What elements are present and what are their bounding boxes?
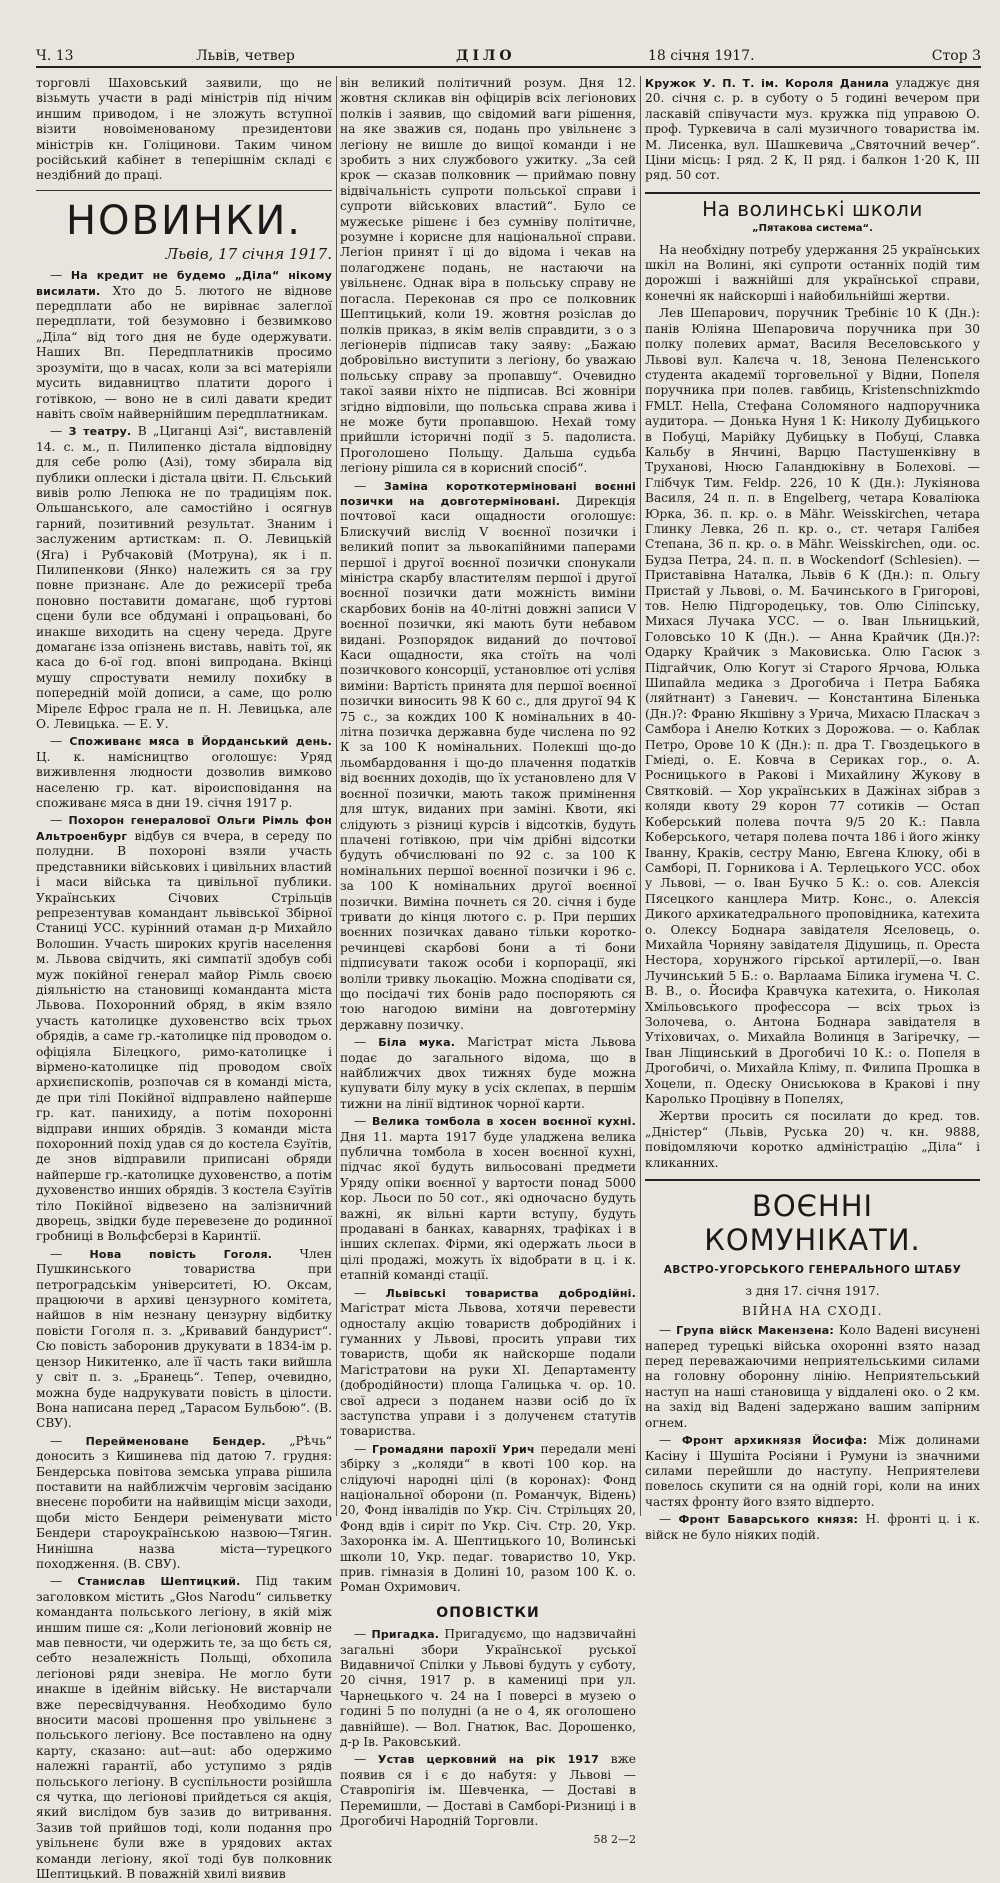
news-item [645,1323,980,1431]
item-dash: — [50,813,69,828]
news-item [36,734,332,811]
news-item [340,1035,636,1112]
item-text: Магістрат міста Львова, хотячи перевести односталу акцію товариств добродійних і гуманних у Львові, просить управи тих товариств, щоби як найскорше подали Магістратови на руки XI. Департаменту (добродійности) площа Галицька ч. ор. 10. свої адреси з поданем назви осіб до їх заступства управи і з долученєм статутів товариства. [340,1301,636,1439]
news-item [645,1512,980,1543]
item-dash: — [50,1574,78,1589]
schools-subheading: „Пятакова система“. [752,223,873,235]
item-lead: З театру. [68,425,132,439]
item-dash: — [659,1512,679,1527]
news-item [645,1433,980,1510]
announcement-text: уладжує дня 20. січня с. р. в суботу о 5 годині вечером при ласкавій співучасти муз. кружка під управою О. проф. Туркевича в салі музичного товариства ім. М. Лисенка, вул. Шашкевича „Святочний вечер“. Ціни місць: І ряд. 2 К, ІІ ряд. і балкон 1·20 К, ІІІ ряд. 50 сот. [645,76,980,183]
item-lead: Заміна короткотерміновані воєнні позички на довготерміновані. [340,479,637,508]
communiques-date: з дня 17. січня 1917. [745,1284,880,1299]
item-lead: Група війск Макензена: [676,1324,835,1338]
news-item [340,76,636,477]
item-lead: Велика томбола в хосен воєнної кухні. [371,1115,637,1129]
place-day: Львів, четвер [196,48,295,64]
announcement-title: Кружок У. П. Т. ім. Короля Данила [645,77,890,90]
item-text: Між долинами Касіну і Шушіта Росіяни і Румуни із значними силами перейшли до наступу. Неприятелеви повелось скупити ся на одній горі, коли на иних частях фронту його взято відперто. [645,1433,980,1509]
column-rule [640,76,641,1516]
item-text: передали мені збірку з „коляди“ в квоті 100 кор. на слідуючі народні цілі (в коронах): Фонд національної оборони (п. Романчук, Відень) 20, Фонд інвалідів по Укр. Січ. Стрільцях 20, Фонд вдів і сиріт по Укр. Січ. Стр. 20, Укр. Захоронка ім. А. Шептицького 10, Волинські школи 10, Укр. педаг. товариство 10, Укр. прив. гімназія в Долині 10, разом 100 К. о. Роман Охримович. [340,1441,636,1595]
news-item [340,1114,636,1283]
item-dash: — [354,1035,379,1050]
item-text: відбув ся вчера, в середу по полудни. В похороні взяли участь представники військових і цивільних властий і маси війська та цивільної публики. Українських Січових Стрільців репрезентував командант львівської Збірної Станиці УСС. курінний отаман д-р Михайло Волошин. Участь широких кругів населення м. Львова свідчить, які симпатії здобув собі муж покійної генерал майор Рімль своєю діяльністю на становищі команданта міста Львова. Похоронний обряд, в якім взяло участь католицке духовенство всіх трьох обрядів, а саме гр.-католицке під проводом о. офіціяла Білецкого, римо-католицке і вірмено-католицке під проводом своїх архиєпископів, розпочав ся в команді міста, де при тілі Покійної відправлено найперше гр. кат. панихиду, а потім похоронні відправи инших обрядів. З команди міста похоронний похід удав ся до костела Єзуїтів, де знов відправили приписані обряди найперше гр.-католицке духовенство, а потім духовенство инших обрядів. З костела Єзуїтів тіло Покійної відвезено на залізничний дворець, звідки буде перевезене до родинної гробниці в Вольфсберзі в Каринтії. [36,828,332,1244]
issue-number: Ч. 13 [36,48,74,64]
item-dash: — [50,424,69,439]
item-text: Н. фронті ц. і к. війск не було ніяких подій. [645,1512,980,1542]
item-lead: Перейменоване Бендер. [85,1434,266,1448]
item-lead: Станислав Шептицкий. [77,1575,241,1589]
issue-date: 18 січня 1917. [648,48,755,64]
concert-announcement [645,76,980,184]
communiques-heading: ВОЄННІ КОМУНІКАТИ. [704,1189,921,1258]
schools-heading: На волинські школи [702,196,923,221]
column-2 [340,76,637,1846]
divider [36,190,332,191]
news-item [340,1752,636,1829]
item-lead: На кредит не будемо „Діла“ нікому висилати. [36,269,333,298]
news-item [340,1286,636,1440]
item-text: Магістрат міста Львова подає до загального відома, що в найближчих двох тижнях буде можна купувати білу муку в усіх склепах, в першім тижни на лінії відтинок чорної карти. [340,1035,636,1111]
item-dash: — [50,268,71,283]
communiques-subheading: АВСТРО-УГОРСЬКОГО ГЕНЕРАЛЬНОГО ШТАБУ [663,1264,962,1277]
item-text: Дирекція почтової каси ощадности оголошує: Блискучий вислід V воєнної позички і великий попит за львокапійними паперами першої і другої воєнної позички спонукали міністра скарбу властителям першої і другої воєнної позички дати можність виміни скарбових бонів на 40-літні довжні записи V воєнної позички, які мають бути небавом видані. Розпорядок виданий до почтової Каси ощадности, яка стоїть на чолі позичкового консорції, установлює оті услівя виміни: Вартість принята для першої воєнної позички виносить 98 К 60 с., для другої 94 К 75 с., за кождих 100 К номінальних в 40-літна позичка державна буде числена по 92 К за 100 К номінальних. Полекші що-до льомбардовання і що-до плачення податків від воєнних доходів, що їх установлено для V воєнної позички, мають також примінення для штук, виданих при заміні. Квоти, які слідують з різниці курсів і відсотків, будуть плачені готівкою, при чім дрібні відсотки будуть обчислювані по 92 с. за 100 К номінальних першої воєнної позички і 96 с. за 100 К номінальних другої воєнної позички. Виміна почнеть ся 20. січня і буде тривати до кінця лютого с. р. При перших воєнних позичках давано тільки коротко-речинцеві скарбові бони а ті бони підписувати також особи і корпорації, які воліли тривку льокацію. Можна сподівати ся, що посідачі тих бонів радо поспоряють ся тою нагодою виміни на довготерміну державну позичку. [340,493,636,1032]
item-lead: Пригадка. [371,1628,440,1642]
item-dash: — [659,1323,677,1338]
news-items [340,76,636,1830]
item-lead: Фронт Баварського князя: [678,1513,859,1527]
donations-footer: Жертви просить ся посилати до кред. тов. „Дністер“ (Львів, Руська 20) ч. кн. 9888, повідомляючи коротко адміністрацію „Діла“ і кликанних. [645,1109,980,1170]
item-lead: Нова повість Гоголя. [89,1247,273,1261]
item-dash: — [354,1285,386,1300]
column-3 [645,76,980,1542]
item-dash: — [50,734,70,749]
item-lead: Львівські товариства добродійні. [385,1286,636,1300]
page-number: Стор 3 [931,48,981,64]
news-item [36,268,332,422]
item-lead: Похорон генералової Ольги Рімль фон Альтроенбург [36,814,333,843]
masthead [36,44,981,68]
divider [645,192,980,194]
item-text: Член Пушкинського товариства при петроградськім університеті, Ю. Оксам, працюючи в архиві цензурного комітета, найшов в нім незнану цензурну відбитку повісти Гоголя п. з. „Кривавий бандурист“. Сю повість заборонив друкувати в 1834-ім р. цензор Никитенко, але її часть таки вийшла у світ п. з. „Бранець“. Тепер, очевидно, можна буде надрукувати повість в цілости. Вона написана перед „Тарасом Бульбою“. (В. СВУ). [36,1246,333,1431]
item-text: Під таким заголовком містить „Głos Narodu“ сильветку команданта польського легіону, в якій між иншим пише ся: „Коли легіоновий жовнір не мав певности, чи одержить те, за що бєть ся, себто незалежність Польщі, обхопила легіонові ряди зневіра. Не могло бути инакше в ідейнім війську. Не вистарчали вже пересвідчування. Необходимо було вносити масові прошення про увільненє з польського легіону. Все поставлено на одну карту, сказано: аut—аut: або одержимо належні гарантії, або уступимо з рядів польського легіону. В суспільности розійшла ся чутка, що легіонові прийдеться ся акція, який вислідом був зазив до витривання. Зазив той прийшов тоді, коли подання про увільненє були вже в урядових актах команди легіону, якої тоді був полковник Шептицький. В поважній хвилі виявив [36,1574,332,1882]
item-text: Пригадуємо, що надзвичайні загальні збори Української руської Видавничої Спілки у Львові будуть у суботу, 20 січня, 1917 р. в камениці при ул. Чарнецького ч. 24 на І поверсі в музею о годині 5 по полудні (а не о 4, як оголошено давнійше). — Вол. Гнатюк, Вас. Дорошенко, д-р Ів. Раковський. [340,1627,636,1750]
communique-items [645,1323,980,1543]
item-text: Дня 11. марта 1917 буде уладжена велика публична томбола в хосен воєнної кухні, підчас якої будуть вильосовані предмети Уряду опіки воєнної у вартости понад 5000 кор. Льоси по 50 сот., які одночасно будуть важні, як вільні карти вступу, будуть продавані в банках, каварнях, трафіках і в інших склепах. Фірми, які одержать льоси в цілі продажі, можуть їх відобрати в ц. і к. етапній команді стації. [340,1129,636,1283]
eastern-front-heading: ВІЙНА НА СХОДІ. [742,1303,883,1318]
schools-intro: На необхідну потребу удержання 25 українських шкіл на Волині, які супроти останніх подій тим дорожші і важнійші для української справи, конечні як найскорші і найобильнійші жертви. [645,242,980,303]
news-item [36,1574,332,1882]
item-lead: Громадяни парохії Урич [371,1442,535,1456]
newspaper-title: ДІЛО [456,48,516,64]
item-lead: Устав церковний на рік 1917 [377,1753,599,1767]
item-dash: — [354,1114,372,1129]
news-item [340,1442,636,1596]
section-heading: ОПОВІСТКИ [436,1604,540,1621]
news-item [36,424,332,732]
column-1 [36,76,333,1882]
section-heading-novynky: НОВИНКИ. [65,197,303,244]
news-items [36,268,332,1882]
item-text: Ц. к. намісництво оголошує: Уряд виживлення людности дозволив вимково населеню гр. кат. віроисповідання на споживанє мяса в дни 19. січня 1917 р. [36,749,332,811]
item-dash: — [354,478,384,493]
news-item [340,1627,636,1750]
news-item [36,813,332,1244]
news-item [36,1434,332,1573]
news-item [340,479,636,1034]
item-text: вже появив ся і є до набутя: у Львові — Ставропігія ім. Шевченка, — Доставі в Перемишли, — Доставі в Самборі-Ризниці і в Дрогобичі Народній Торговли. [340,1752,637,1829]
item-lead: Біла мука. [378,1036,456,1050]
item-dash: — [354,1752,378,1767]
item-dash: — [659,1433,682,1448]
item-dash: — [50,1246,90,1261]
item-dash: — [354,1627,372,1642]
item-text: Хто до 5. лютого не віднове передплати або не вирівнає залеглої передплати, той безумовно і безвимково „Діла“ від того дня не буде одержувати. Наших Вп. Передплатників просимо зрозуміти, що в часах, коли за всі матеріяли мусить видавництво платити дорого і готівкою, — воно не в силі давати кредит навіть своїм найвернійшим передплатникам. [36,283,332,421]
footnote: 58 2—2 [593,1832,636,1846]
item-text: він великий політичний розум. Дня 12. жовтня скликав він офіцирів всіх легіонових полків і заявив, що свідомий ваги рішення, на яке зважив ся, подань про увільненє з легіону не вишле до вищої команди і не зробить з них службового ужитку. „За сей крок — сказав полковник — приймаю повну відвічальність супроти польської справи і супроти військових властий“. Було се мужеське рішенє і без сумніву політичне, розумне і корисне для національної справи. Легіон принят ї ці до відома і чекав на полагодженє подань, не настаючи на увільненє. Однак віра в польську справу не погасла. Переконав ся про се полковник Шептицький, коли 19. жовтня розіслав до полків приказ, в якім велів справдити, з о з легіонерів підписав таку заяву: „Бажаю добровільно виступити з легіону, бо уважаю польську справу за пропавшу“. Очевидно такої заяви ніхто не підписав. Всі жовніри згідно відповіли, що польська справа жива і не може бути пропавшою. Нехай тому прийшли історичні події з 5. падолиста. Проголошено Польщу. Дальша судьба легіону рішила ся в корисний спосіб“. [340,76,636,476]
news-item [36,1247,332,1432]
item-text: Коло Вадені висунені наперед турецькі війська охоронні взято назад перед переважаючими неприятельськими силами на головну оборонну лінію. Неприятельський наступ на наші становища у віддалені око. о 2 км. на захід від Вадені задержано вашим запірним огнем. [645,1323,980,1430]
intro-paragraph: торговлі Шаховський заявили, що не візьмуть участи в раді міністрів під нічим иншим приводом, і не зложуть вступної візити новоіменованому президентови міністрів кн. Голіцинови. Таким чином російський кабінет в теперішнім складі є нездібний до праці. [36,76,332,183]
column-rule [336,76,337,1516]
item-lead: Фронт архикнязя Йосифа: [681,1434,868,1448]
item-dash: — [354,1441,372,1456]
item-lead: Споживанє мяса в Йорданський день. [69,735,332,749]
item-text: В „Циганці Азі“, виставленій 14. с. м., п. Пилипенко дістала відповідну для себе ролю (Азі), тому збирала від публики оплески і дістала цвіти. П. Єльський вивів ролю Лепюка не по традиціям пок. Ольшанського, але самостійно і осягнув гарний, позитивний результат. Знаним і заслуженим артисткам: п. О. Левицькій (Яга) і Рубчаковій (Мотруна), як і п. Пилипенкови (Янко) належить ся за гру повне признанє. Але до режисерії треба поновно поставити домаганє, щоб гуртові сцени були все обдумані і опрацьовані, бо инакше виходить на сцену череда. Друге домаганє ізза опізнень виставь, навіть тої, як каса до 6-ої год. впоні випродана. Вкінці мушу спростувати немилу похибку в попередній моїй дописи, а саме, що ролю Мірелє Ефрос грала не п. Н. Левицька, але О. Левицька. — Е. У. [36,424,333,732]
dateline: Львів, 17 січня 1917. [165,244,332,263]
item-text: „Рѣчь“ доносить з Кишинева під датою 7. грудня: Бендерська повітова земська управа рішила поставити на найближчім черговім засіданю внесенє поробити на найвищім місци заходи, щоби місто Бендери реіменувати місто Бендери староукраїнською назвою—Тягин. Нинішна назва міста—турецкого походження. (В. СВУ). [36,1433,332,1571]
donations-list: Лев Шепарович, поручник Требініє 10 К (Дн.): панів Юліяна Шепаровича поручника при 30 полку полевих армат, Василя Веселовського у Львові вул. Калєча ч. 18, Зенона Пеленського студента академії торговельної у Відни, Попеля поручника при полев. гавбиць, Kristenschnizkmdo FMLT. Hella, Стефана Соломяного надпоручника аудитора. — Донька Нуня 1 К: Николу Дубицького в Побуці, Марійку Дубицьку в Побуці, Славка Кальбу в Янчині, Варцю Пастушенківну в Труханові, Нюсю Галандюківну в Болехові. — Глібчук Тим. Feldp. 226, 10 К (Дн.): Лукіянова Василя, 24 п. п. в Engelberg, четара Коваліюка Юрка, 36. п. кр. о. в Mähr. Weisskirchen, четара Глинку Левка, 26 п. кр. о., ст. четаря Галібея Степана, 36 п. кр. о. в Mähr. Weisskirchen, оди. ос. Будза Петра, 24. п. п. в Wockendorf (Schlesien). — Приставівна Наталка, Львів 6 К (Дн.): п. Ольгу Пристай у Львові, о. М. Бачинського в Григорові, тов. Нелю Підгородецьку, тов. Олю Сіліпську, Михася Лучака УСС. — о. Іван Ільницький, Головсько 10 К (Дн.). — Анна Крайчик (Дн.)?: Одарку Крайчик з Маковиська. Олю Гасюк з Підгайчик, Олю Когут зі Старого Ярчова, Юлька Шипайла медика з Дрогобича і Петра Бабяка (ляйтнант) з Ганевич. — Константина Біленька (Дн.)?: Франю Якшівну з Урича, Михасю Пласкач з Самбора і Анелю Котких з Дорожова. — о. Каблак Петро, Орове 10 К (Дн.): п. дра Т. Гвоздецького в Гміеді, о. Е. Ковча в Сериках гор., о. А. Росницького в Ракові і Михайлину Жукову в Святковій. — Хор українських в Дажінах зібрав з коляди квоту 29 корон 77 сотиків — Остап Коберський полева почта 9/5 20 К.: Павла Коберського, четаря полева почта 186 і його жінку Іванну, Краків, сестру Маню, Евгена Клюку, обі в Самборі, П. Горникова і А. Терлецького УСС. обох у Львові, — о. Іван Бучко 5 К.: о. сов. Алексія Пясецкого канцлера Митр. Конс., о. Алексія Дикого архикатедрального проповідника, катехита о. Олексу Боднара завідателя Яселовець, о. Михайла Чорняну завідателя Дідушиць, п. Ореста Нестора, хорунжого гірської артилерії,—о. Іван Лучинський 5 Б.: о. Варлаама Білика ігумена Ч. С. В. В., о. Йосифа Кравчука катехита, о. Николая Хмільовського профессора — всіх трьох із Золочева, о. Антона Боднара завідателя в Утіховичах, о. Михайла Волинця в Загіречку, — Іван Ліщинський в Дрогобичі 10 К.: о. Попеля в Дрогобичі, о. Михайла Кліму, п. Филипа Прошка в Хоцели, п. Одеску Онисьюкова в Кракові і пну Каролько Процівну в Попелях, [645,306,980,1106]
item-dash: — [50,1433,86,1448]
divider [645,1179,980,1181]
